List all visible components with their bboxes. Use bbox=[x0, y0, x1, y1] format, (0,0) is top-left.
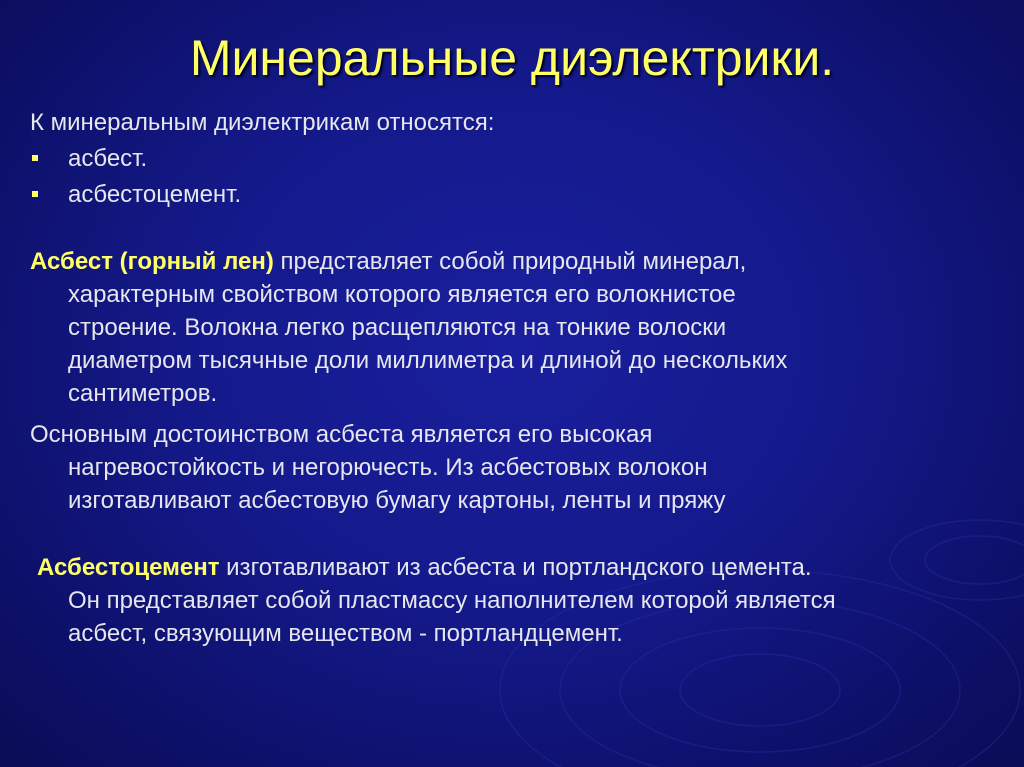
paragraph-line: асбест, связующим веществом - портландцемент. bbox=[68, 620, 623, 647]
paragraph-advantages bbox=[30, 418, 1000, 517]
square-bullet-icon bbox=[32, 191, 38, 197]
highlight-term: Асбестоцемент bbox=[37, 554, 220, 581]
paragraph-line: нагревостойкость и негорючесть. Из асбестовых волокон bbox=[68, 454, 708, 481]
paragraph-line: диаметром тысячные доли миллиметра и длиной до нескольких bbox=[68, 347, 788, 374]
bullet-text: асбестоцемент. bbox=[68, 181, 242, 208]
intro-text: К минеральным диэлектрикам относятся: bbox=[30, 109, 495, 136]
paragraph-line: изготавливают асбестовую бумагу картоны, ленты и пряжу bbox=[68, 487, 726, 514]
paragraph-line: Основным достоинством асбеста является его высокая bbox=[30, 421, 653, 448]
paragraph-asbestos-cement bbox=[30, 551, 1000, 650]
highlight-term: Асбест (горный лен) bbox=[30, 248, 274, 275]
paragraph-line: строение. Волокна легко расщепляются на тонкие волоски bbox=[68, 314, 727, 341]
paragraph-asbestos bbox=[30, 245, 1000, 410]
paragraph-text: представляет собой природный минерал, bbox=[273, 248, 747, 275]
paragraph-text: изготавливают из асбеста и портландского цемента. bbox=[219, 554, 812, 581]
paragraph-line: характерным свойством которого является его волокнистое bbox=[68, 281, 736, 308]
paragraph-line bbox=[30, 245, 1000, 278]
bullet-item-asbestos bbox=[30, 142, 1000, 175]
bullet-item-asbestos-cement bbox=[30, 178, 1000, 211]
slide-title: Минеральные диэлектрики. bbox=[189, 30, 835, 86]
square-bullet-icon bbox=[32, 155, 38, 161]
paragraph-line: Он представляет собой пластмассу наполнителем которой является bbox=[68, 587, 836, 614]
paragraph-line bbox=[37, 551, 1000, 584]
bullet-text: асбест. bbox=[68, 145, 148, 172]
paragraph-line: сантиметров. bbox=[68, 380, 218, 407]
slide-content bbox=[30, 106, 1000, 650]
